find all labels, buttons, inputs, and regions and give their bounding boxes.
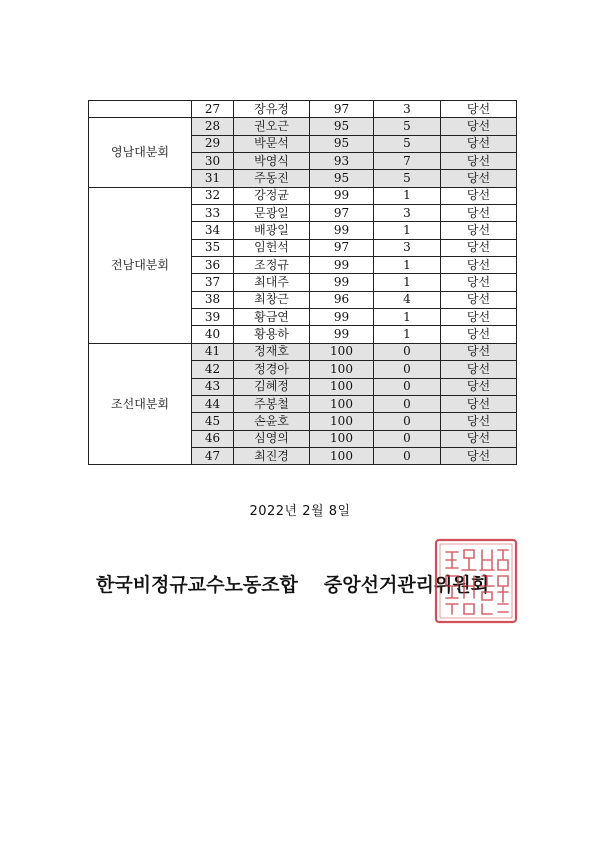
result-cell: 당선 — [441, 343, 517, 360]
score-cell: 100 — [310, 378, 374, 395]
name-cell: 임헌석 — [234, 239, 310, 256]
rank-cell: 0 — [374, 413, 441, 430]
result-cell: 당선 — [441, 153, 517, 170]
number-cell: 38 — [192, 291, 234, 308]
name-cell: 주봉철 — [234, 395, 310, 412]
score-cell: 100 — [310, 430, 374, 447]
result-cell: 당선 — [441, 205, 517, 222]
rank-cell: 1 — [374, 222, 441, 239]
result-cell: 당선 — [441, 309, 517, 326]
rank-cell: 0 — [374, 378, 441, 395]
rank-cell: 3 — [374, 101, 441, 118]
name-cell: 최대주 — [234, 274, 310, 291]
rank-cell: 5 — [374, 118, 441, 135]
number-cell: 42 — [192, 361, 234, 378]
rank-cell: 4 — [374, 291, 441, 308]
rank-cell: 5 — [374, 135, 441, 152]
rank-cell: 7 — [374, 153, 441, 170]
number-cell: 28 — [192, 118, 234, 135]
number-cell: 43 — [192, 378, 234, 395]
region-cell: 전남대분회 — [89, 187, 192, 343]
union-name: 한국비정규교수노동조합 — [96, 574, 298, 596]
organization-signature — [96, 570, 489, 597]
score-cell: 99 — [310, 257, 374, 274]
name-cell: 문광일 — [234, 205, 310, 222]
rank-cell: 0 — [374, 447, 441, 464]
region-cell: 조선대분회 — [89, 343, 192, 464]
number-cell: 40 — [192, 326, 234, 343]
result-cell: 당선 — [441, 170, 517, 187]
result-cell: 당선 — [441, 361, 517, 378]
name-cell: 최창근 — [234, 291, 310, 308]
table-row — [89, 343, 517, 360]
result-cell: 당선 — [441, 430, 517, 447]
number-cell: 46 — [192, 430, 234, 447]
result-cell: 당선 — [441, 274, 517, 291]
region-cell — [89, 101, 192, 118]
number-cell: 41 — [192, 343, 234, 360]
number-cell: 34 — [192, 222, 234, 239]
result-cell: 당선 — [441, 187, 517, 204]
rank-cell: 0 — [374, 430, 441, 447]
result-cell: 당선 — [441, 447, 517, 464]
name-cell: 심영의 — [234, 430, 310, 447]
number-cell: 35 — [192, 239, 234, 256]
committee-name: 중앙선거관리위원회 — [323, 574, 490, 596]
number-cell: 45 — [192, 413, 234, 430]
score-cell: 93 — [310, 153, 374, 170]
score-cell: 95 — [310, 118, 374, 135]
table-row — [89, 101, 517, 118]
score-cell: 99 — [310, 274, 374, 291]
name-cell: 주동진 — [234, 170, 310, 187]
name-cell: 박영식 — [234, 153, 310, 170]
name-cell: 김혜정 — [234, 378, 310, 395]
number-cell: 39 — [192, 309, 234, 326]
name-cell: 손윤호 — [234, 413, 310, 430]
rank-cell: 1 — [374, 187, 441, 204]
results-table — [88, 100, 517, 465]
score-cell: 100 — [310, 361, 374, 378]
result-cell: 당선 — [441, 291, 517, 308]
name-cell: 정재호 — [234, 343, 310, 360]
number-cell: 36 — [192, 257, 234, 274]
number-cell: 31 — [192, 170, 234, 187]
rank-cell: 5 — [374, 170, 441, 187]
score-cell: 96 — [310, 291, 374, 308]
score-cell: 100 — [310, 413, 374, 430]
name-cell: 조정규 — [234, 257, 310, 274]
name-cell: 권오근 — [234, 118, 310, 135]
result-cell: 당선 — [441, 413, 517, 430]
score-cell: 99 — [310, 187, 374, 204]
name-cell: 최진경 — [234, 447, 310, 464]
number-cell: 44 — [192, 395, 234, 412]
name-cell: 강정균 — [234, 187, 310, 204]
rank-cell: 3 — [374, 239, 441, 256]
region-cell: 영남대분회 — [89, 118, 192, 187]
result-cell: 당선 — [441, 395, 517, 412]
table-row — [89, 187, 517, 204]
result-cell: 당선 — [441, 239, 517, 256]
rank-cell: 1 — [374, 309, 441, 326]
rank-cell: 1 — [374, 274, 441, 291]
result-cell: 당선 — [441, 222, 517, 239]
score-cell: 97 — [310, 101, 374, 118]
results-table-body — [89, 101, 517, 465]
score-cell: 99 — [310, 309, 374, 326]
name-cell: 박문석 — [234, 135, 310, 152]
official-seal-stamp — [434, 538, 518, 624]
rank-cell: 1 — [374, 326, 441, 343]
rank-cell: 0 — [374, 395, 441, 412]
rank-cell: 0 — [374, 343, 441, 360]
score-cell: 99 — [310, 326, 374, 343]
number-cell: 47 — [192, 447, 234, 464]
rank-cell: 3 — [374, 205, 441, 222]
name-cell: 황용하 — [234, 326, 310, 343]
number-cell: 29 — [192, 135, 234, 152]
result-cell: 당선 — [441, 118, 517, 135]
result-cell: 당선 — [441, 135, 517, 152]
document-date: 2022년 2월 8일 — [249, 504, 351, 519]
number-cell: 27 — [192, 101, 234, 118]
result-cell: 당선 — [441, 257, 517, 274]
number-cell: 30 — [192, 153, 234, 170]
number-cell: 32 — [192, 187, 234, 204]
score-cell: 95 — [310, 135, 374, 152]
rank-cell: 0 — [374, 361, 441, 378]
name-cell: 장유정 — [234, 101, 310, 118]
score-cell: 97 — [310, 239, 374, 256]
score-cell: 100 — [310, 447, 374, 464]
score-cell: 100 — [310, 343, 374, 360]
name-cell: 정경아 — [234, 361, 310, 378]
result-cell: 당선 — [441, 326, 517, 343]
score-cell: 95 — [310, 170, 374, 187]
score-cell: 99 — [310, 222, 374, 239]
name-cell: 황금연 — [234, 309, 310, 326]
score-cell: 100 — [310, 395, 374, 412]
result-cell: 당선 — [441, 378, 517, 395]
name-cell: 배광일 — [234, 222, 310, 239]
table-row — [89, 118, 517, 135]
number-cell: 33 — [192, 205, 234, 222]
rank-cell: 1 — [374, 257, 441, 274]
number-cell: 37 — [192, 274, 234, 291]
score-cell: 97 — [310, 205, 374, 222]
result-cell: 당선 — [441, 101, 517, 118]
